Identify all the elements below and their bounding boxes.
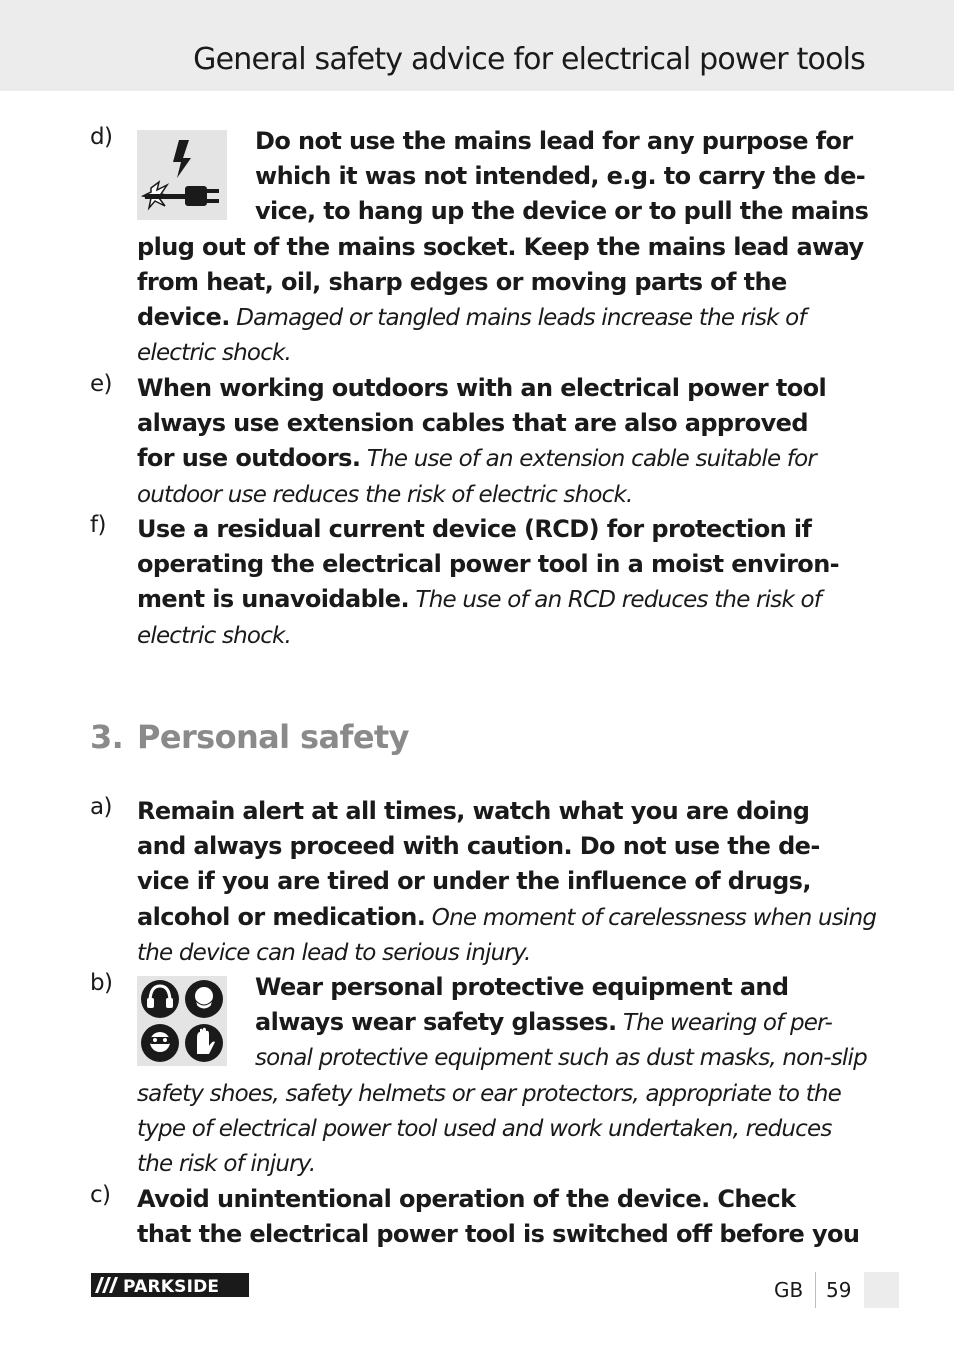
footer-divider bbox=[815, 1272, 816, 1308]
item-letter: e) bbox=[90, 371, 112, 397]
item-letter: c) bbox=[90, 1182, 111, 1208]
item-text: Avoid unintentional operation of the device. Check that the electrical power tool is switched off before you bbox=[137, 1185, 860, 1249]
item-letter: a) bbox=[90, 794, 112, 820]
list-item-a bbox=[90, 794, 877, 970]
page-header bbox=[0, 0, 954, 91]
item-text: Remain alert at all times, watch what you are doing and always proceed with caution. Do not use the de- vice if you are tired or under the influence of drugs, alcohol or medication. One moment of carelessness when using the device can lead to serious injury. bbox=[137, 797, 877, 966]
parkside-logo bbox=[91, 1273, 249, 1297]
list-item-d bbox=[90, 124, 869, 369]
section-title: Personal safety bbox=[137, 718, 409, 756]
list-item-b bbox=[90, 970, 865, 1182]
page-title: General safety advice for electrical power tools bbox=[193, 42, 865, 77]
page-number: 59 bbox=[826, 1278, 852, 1302]
item-letter: f) bbox=[90, 512, 106, 538]
item-text: Do not use the mains lead for any purpose for which it was not intended, e.g. to carry the de- vice, to hang up the device or to pull the mains plug out of the mains socket. Keep the mains lead away from heat, oil, sharp edges or moving parts of the device. Damaged or tangled mains leads increase the risk of electric shock. bbox=[137, 127, 869, 367]
item-text: Wear personal protective equipment and always wear safety glasses. The wearing of per- sonal protective equipment such as dust masks, non-slip safety shoes, safety helmets or ear protectors, appropriate to the type of electrical power tool used and work undertaken, reduces the risk of injury. bbox=[137, 973, 867, 1177]
section-heading bbox=[90, 718, 409, 756]
section-number: 3. bbox=[90, 718, 124, 756]
list-item-c bbox=[90, 1182, 865, 1254]
item-text: When working outdoors with an electrical power tool always use extension cables that are also approved for use outdoors. The use of an extension cable suitable for outdoor use reduces the risk of electric shock. bbox=[137, 374, 827, 508]
brand-name: PARKSIDE bbox=[123, 1277, 220, 1297]
item-text: Use a residual current device (RCD) for protection if operating the electrical power tool in a moist environ- ment is unavoidable. The use of an RCD reduces the risk of electric shock. bbox=[137, 515, 840, 649]
list-item-e bbox=[90, 371, 865, 511]
language-code: GB bbox=[774, 1278, 804, 1302]
item-letter: b) bbox=[90, 970, 113, 996]
item-letter: d) bbox=[90, 124, 113, 150]
list-item-f bbox=[90, 512, 865, 652]
footer-tab-marker bbox=[864, 1272, 899, 1308]
